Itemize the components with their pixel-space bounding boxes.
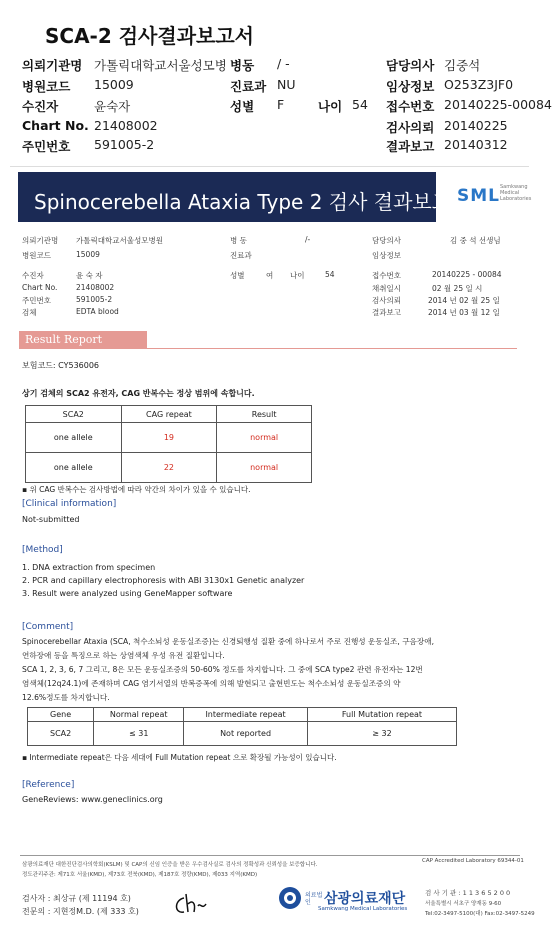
comment-heading: [Comment] <box>22 622 74 632</box>
result-value: normal <box>217 453 312 483</box>
comment-line: 염색체(12q24.1)에 존재하며 CAG 염기서열의 반복증폭에 의해 발현되고 출현빈도는 척수소뇌성 운동실조증의 약 <box>22 679 401 688</box>
full-mutation-repeat-cell: ≥ 32 <box>307 722 456 746</box>
method-item: 1. DNA extraction from specimen <box>22 563 156 572</box>
report-value: 김 중 석 선생님 <box>450 236 501 245</box>
patient-value: 15009 <box>76 250 100 259</box>
value-patient: 윤숙자 <box>94 99 131 114</box>
value-chart-no: 21408002 <box>94 118 158 133</box>
normal-repeat-cell: ≤ 31 <box>94 722 184 746</box>
value-receipt-no: 20140225-00084 <box>444 97 552 112</box>
reference-link[interactable]: GeneReviews: www.geneclinics.org <box>22 795 163 804</box>
patient-label: Chart No. <box>22 283 58 292</box>
clinical-info-text: Not-submitted <box>22 515 80 524</box>
value-doctor: 김중석 <box>444 58 481 73</box>
result-header: CAG repeat <box>121 406 217 423</box>
org-name: 삼광의료재단 <box>324 891 406 907</box>
patient-label: 수진자 <box>22 271 44 280</box>
label-hospital-code: 병원코드 <box>22 79 71 94</box>
label-age: 나이 <box>318 99 343 114</box>
certification-text: 삼광의료재단 대한진단검사의학회(KSLM) 및 CAP의 신임 인증을 받은 우수검사실로 검사의 정확성과 신뢰성을 보증합니다. <box>22 862 318 868</box>
tester-name: 검사자 : 최상규 (제 11194 호) <box>22 894 131 903</box>
repeat-header: Normal repeat <box>94 708 184 722</box>
patient-value: 591005-2 <box>76 295 113 304</box>
patient-label: 주민번호 <box>22 296 51 305</box>
lab-number: 검 사 기 관 : 1 1 3 6 5 2 0 0 <box>425 889 511 897</box>
result-header: SCA2 <box>26 406 122 423</box>
method-heading: [Method] <box>22 545 63 555</box>
patient-value: 가톨릭대학교서울성모병원 <box>76 236 163 245</box>
label-sex: 성별 <box>230 99 255 114</box>
sml-emblem-icon <box>278 886 302 910</box>
result-header: Result <box>217 406 312 423</box>
value-resident-no: 591005-2 <box>94 137 155 152</box>
allele-cell: one allele <box>26 423 122 453</box>
comment-line: SCA 1, 2, 3, 6, 7 그리고, 8은 모든 운동실조증의 50-60% 정도를 차지합니다. 그 중에 SCA type2 관련 유전자는 12번 <box>22 665 423 674</box>
table-row <box>26 423 312 453</box>
report-label: 검사의뢰 <box>372 296 401 305</box>
value-test-request: 20140225 <box>444 118 508 133</box>
report-label: 임상정보 <box>372 251 401 260</box>
table-row <box>28 722 457 746</box>
report-value: 02 월 25 일 시 <box>432 284 483 293</box>
report-label: 담당의사 <box>372 236 401 245</box>
sml-logo: SML <box>457 186 500 206</box>
comment-line: 연하장애 등을 특징으로 하는 상염색체 우성 유전 질환입니다. <box>22 651 225 660</box>
intermediate-repeat-cell: Not reported <box>184 722 308 746</box>
dept-label: 진료과 <box>230 251 252 260</box>
label-receipt-no: 접수번호 <box>386 99 435 114</box>
result-report-underline <box>147 348 517 349</box>
patient-label: 의뢰기관명 <box>22 236 59 245</box>
label-department: 진료과 <box>230 79 267 94</box>
reference-heading: [Reference] <box>22 780 75 790</box>
clinical-info-heading: [Clinical information] <box>22 499 117 509</box>
value-department: NU <box>277 77 296 92</box>
org-prefix: 의료법인 <box>305 892 323 906</box>
patient-value: 21408002 <box>76 283 115 292</box>
label-patient: 수진자 <box>22 99 59 114</box>
report-value: 20140225 - 00084 <box>432 270 502 279</box>
label-chart-no: Chart No. <box>22 118 89 133</box>
signature <box>172 888 212 918</box>
report-value: 2014 년 02 월 25 일 <box>428 296 500 305</box>
patient-value: 윤 숙 자 <box>76 271 103 280</box>
value-sex: F <box>277 97 285 112</box>
table-row <box>26 453 312 483</box>
label-resident-no: 주민번호 <box>22 139 71 154</box>
repeat-header: Full Mutation repeat <box>307 708 456 722</box>
page-title: SCA-2 검사결과보고서 <box>45 24 254 48</box>
comment-line: Spinocerebellar Ataxia (SCA, 척수소뇌성 운동실조증)는 신경퇴행성 질환 중에 하나로서 주로 진행성 운동실조, 구음장애, <box>22 637 434 646</box>
result-table <box>25 405 312 483</box>
ward-value: /- <box>305 235 311 244</box>
lab-contact: Tel:02-3497-5100(대) Fax:02-3497-5249 <box>425 911 535 917</box>
specialist-name: 전문의 : 지현정M.D. (제 333 호) <box>22 907 139 916</box>
report-label: 접수번호 <box>372 271 401 280</box>
cag-value: 19 <box>121 423 217 453</box>
note-intermediate-repeat: ▪ Intermediate repeat은 다음 세대에 Full Mutation repeat 으로 확장될 가능성이 있습니다. <box>22 753 337 762</box>
gene-cell: SCA2 <box>28 722 94 746</box>
result-value: normal <box>217 423 312 453</box>
label-clinical-info: 임상정보 <box>386 79 435 94</box>
org-english-name: Samkwang Medical Laboratories <box>318 906 408 912</box>
report-label: 채취일시 <box>372 284 401 293</box>
repeat-range-table <box>27 707 457 746</box>
insurance-code: 보험코드: CY536006 <box>22 361 100 370</box>
report-value: 2014 년 03 월 12 일 <box>428 308 500 317</box>
cag-value: 22 <box>121 453 217 483</box>
patient-label: 병원코드 <box>22 251 51 260</box>
allele-cell: one allele <box>26 453 122 483</box>
age-label: 나이 <box>290 271 305 280</box>
divider <box>10 166 529 167</box>
sex-label: 성별 <box>230 271 245 280</box>
sml-logo-subtitle: Samkwang Medical Laboratories <box>500 184 532 202</box>
label-ward: 병동 <box>230 58 255 73</box>
result-report-label: Result Report <box>25 333 103 346</box>
value-clinical-info: O253Z3JF0 <box>444 77 514 92</box>
value-result-report: 20140312 <box>444 137 508 152</box>
age-value: 54 <box>325 270 335 279</box>
label-requesting-institution: 의뢰기관명 <box>22 58 83 73</box>
method-item: 2. PCR and capillary electrophoresis with ABI 3130x1 Genetic analyzer <box>22 576 305 585</box>
value-hospital-code: 15009 <box>94 77 134 92</box>
footer-divider <box>20 855 520 856</box>
comment-line: 12.6%정도를 차지합니다. <box>22 693 110 702</box>
ward-label: 병 동 <box>230 236 247 245</box>
label-test-request: 검사의뢰 <box>386 120 435 135</box>
summary-text: 상기 검체의 SCA2 유전자, CAG 반복수는 정상 범위에 속합니다. <box>22 389 255 398</box>
lab-address: 서울특별시 서초구 양재동 9-60 <box>425 901 502 907</box>
repeat-header: Gene <box>28 708 94 722</box>
method-item: 3. Result were analyzed using GeneMapper software <box>22 589 233 598</box>
note-cag-variation: ▪ 위 CAG 반복수는 검사방법에 따라 약간의 차이가 있을 수 있습니다. <box>22 485 251 494</box>
cap-accreditation: CAP Accredited Laboratory 69344-01 <box>422 858 524 864</box>
label-result-report: 결과보고 <box>386 139 435 154</box>
quality-control-text: 정도관리주관: 제71호 서울(KMD), 제73호 전북(KMD), 제187호 정량(KMD), 제033 지역(KMD) <box>22 872 258 878</box>
patient-value: EDTA blood <box>76 307 119 316</box>
label-doctor: 담당의사 <box>386 58 435 73</box>
value-ward: / - <box>277 56 290 71</box>
value-requesting-institution: 가톨릭대학교서울성모병 <box>94 58 227 73</box>
repeat-header: Intermediate repeat <box>184 708 308 722</box>
patient-label: 검체 <box>22 308 37 317</box>
sex-value: 여 <box>266 271 274 280</box>
report-label: 결과보고 <box>372 308 401 317</box>
report-banner-title: Spinocerebella Ataxia Type 2 검사 결과보고서 <box>34 190 471 214</box>
value-age: 54 <box>352 97 368 112</box>
